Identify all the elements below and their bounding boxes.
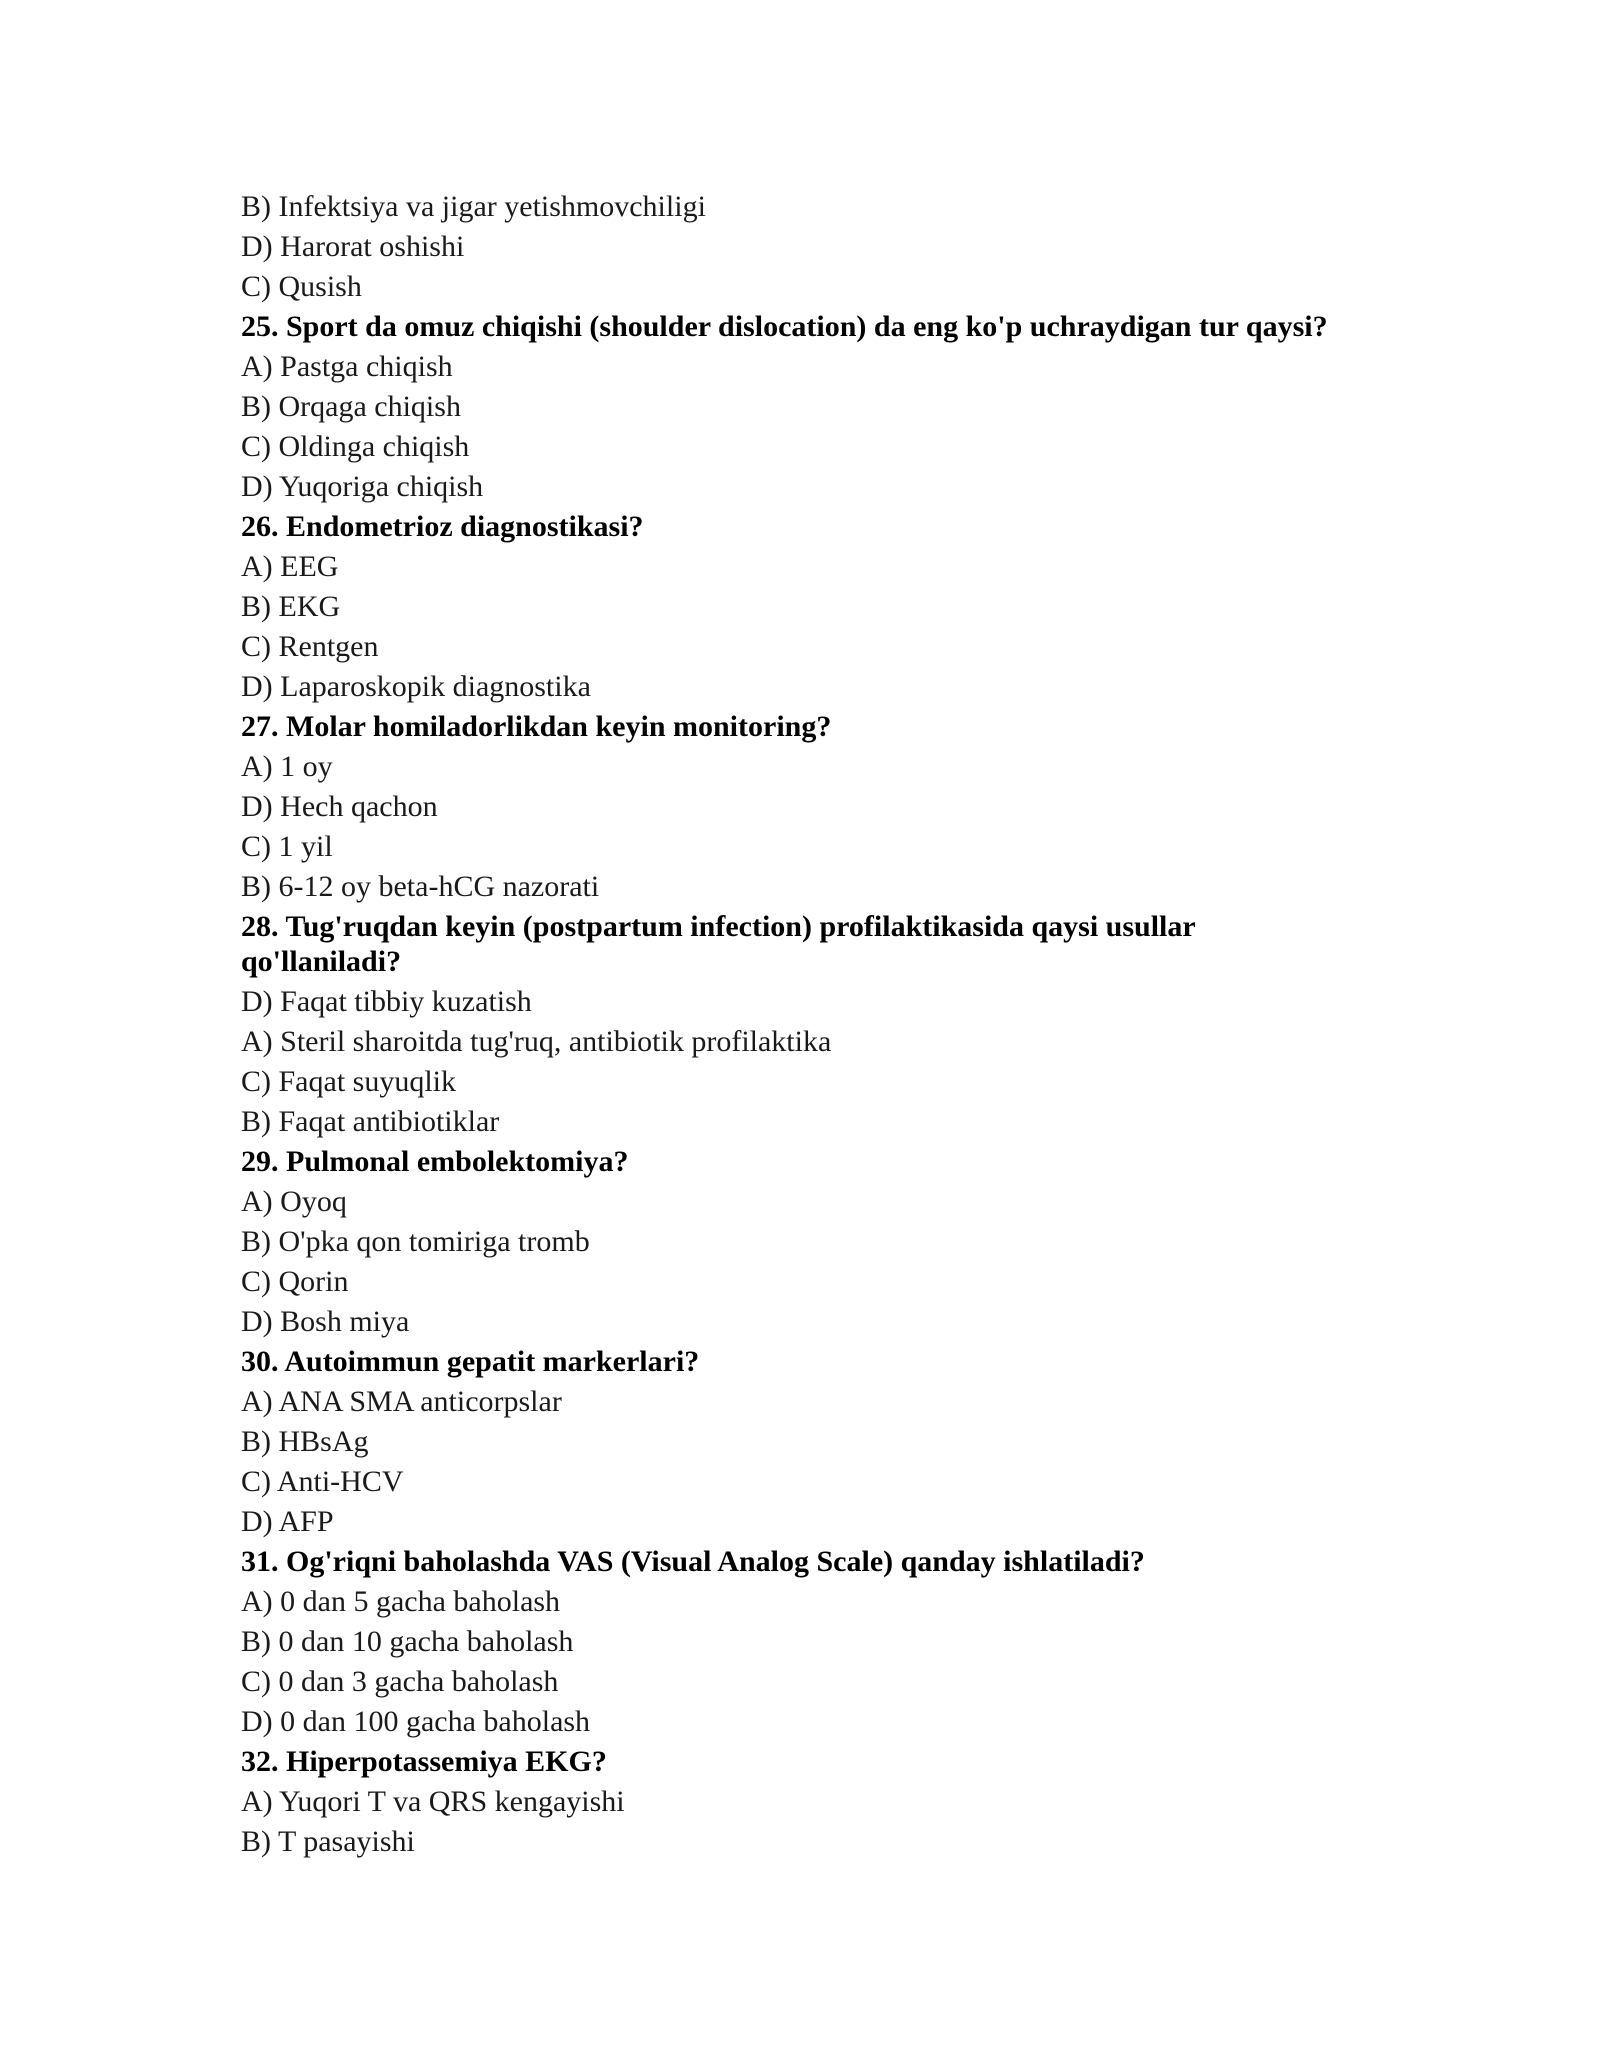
answer-option: B) Infektsiya va jigar yetishmovchiligi — [241, 190, 706, 223]
answer-option: D) Yuqoriga chiqish — [241, 470, 484, 503]
question-31: 31. Og'riqni baholashda VAS (Visual Analog Scale) qanday ishlatiladi? — [241, 1545, 1145, 1578]
question-27: 27. Molar homiladorlikdan keyin monitoring? — [241, 710, 832, 743]
answer-option: A) Pastga chiqish — [241, 350, 453, 383]
answer-option: C) 0 dan 3 gacha baholash — [241, 1665, 559, 1698]
answer-option: D) Bosh miya — [241, 1305, 410, 1338]
question-25: 25. Sport da omuz chiqishi (shoulder dislocation) da eng ko'p uchraydigan tur qaysi? — [241, 310, 1328, 343]
answer-option: C) Qusish — [241, 270, 362, 303]
answer-option: D) Harorat oshishi — [241, 230, 465, 263]
question-26: 26. Endometrioz diagnostikasi? — [241, 510, 644, 543]
answer-option: D) 0 dan 100 gacha baholash — [241, 1705, 591, 1738]
answer-option: B) Orqaga chiqish — [241, 390, 461, 423]
answer-option: A) 1 oy — [241, 750, 333, 783]
answer-option: D) Hech qachon — [241, 790, 438, 823]
answer-option: D) Faqat tibbiy kuzatish — [241, 985, 532, 1018]
answer-option: C) Anti-HCV — [241, 1465, 404, 1498]
answer-option: A) Oyoq — [241, 1185, 347, 1218]
question-32: 32. Hiperpotassemiya EKG? — [241, 1745, 607, 1778]
answer-option: B) O'pka qon tomiriga tromb — [241, 1225, 590, 1258]
answer-option: C) Qorin — [241, 1265, 349, 1298]
answer-option: C) 1 yil — [241, 830, 333, 863]
answer-option: A) Yuqori T va QRS kengayishi — [241, 1785, 625, 1818]
answer-option: B) 6-12 oy beta-hCG nazorati — [241, 870, 600, 903]
answer-option: B) EKG — [241, 590, 341, 623]
answer-option: B) T pasayishi — [241, 1825, 415, 1858]
answer-option: A) Steril sharoitda tug'ruq, antibiotik profilaktika — [241, 1025, 832, 1058]
question-28: 28. Tug'ruqdan keyin (postpartum infection) profilaktikasida qaysi usullar qo'llaniladi? — [241, 910, 1196, 978]
answer-option: A) EEG — [241, 550, 339, 583]
answer-option: D) Laparoskopik diagnostika — [241, 670, 591, 703]
answer-option: C) Oldinga chiqish — [241, 430, 470, 463]
question-29: 29. Pulmonal embolektomiya? — [241, 1145, 629, 1178]
answer-option: D) AFP — [241, 1505, 334, 1538]
answer-option: C) Faqat suyuqlik — [241, 1065, 456, 1098]
answer-option: B) HBsAg — [241, 1425, 369, 1458]
answer-option: C) Rentgen — [241, 630, 379, 663]
answer-option: A) ANA SMA anticorpslar — [241, 1385, 562, 1418]
answer-option: B) Faqat antibiotiklar — [241, 1105, 500, 1138]
answer-option: A) 0 dan 5 gacha baholash — [241, 1585, 561, 1618]
answer-option: B) 0 dan 10 gacha baholash — [241, 1625, 574, 1658]
document-body — [241, 187, 1401, 1862]
question-30: 30. Autoimmun gepatit markerlari? — [241, 1345, 700, 1378]
